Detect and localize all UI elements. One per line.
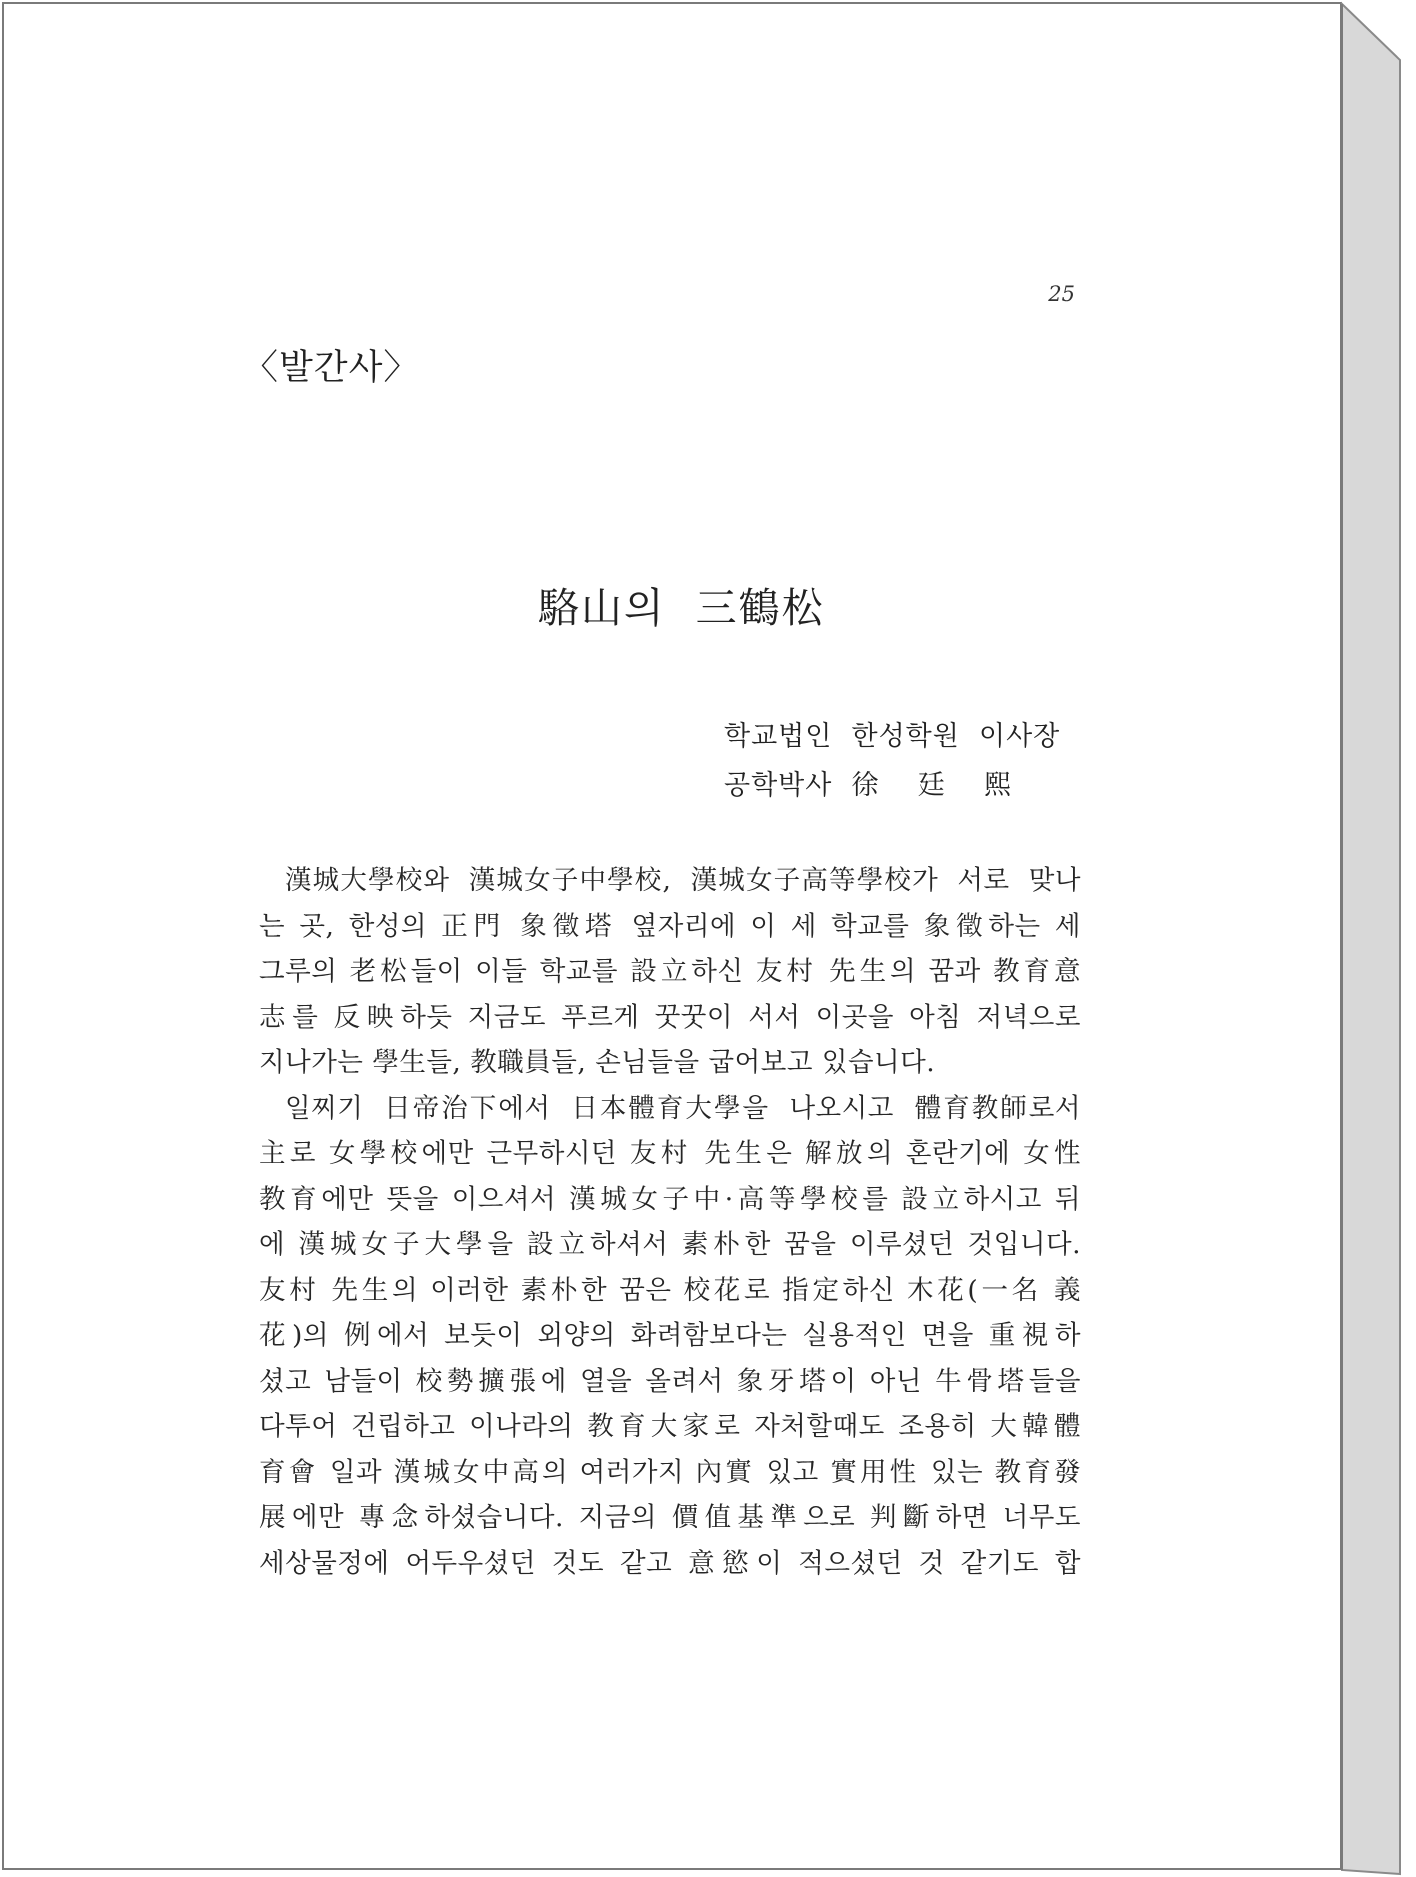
body-line: 漢城大學校와 漢城女子中學校, 漢城女子高等學校가 서로 맞나	[285, 865, 1081, 896]
body-line: 그루의 老松들이 이들 학교를 設立하신 友村 先生의 꿈과 教育意	[259, 956, 1081, 987]
body-line: 셨고 남들이 校勢擴張에 열을 올려서 象牙塔이 아닌 牛骨塔들을	[259, 1365, 1081, 1397]
body-line: 展에만 專念하셨습니다. 지금의 價值基準으로 判斷하면 너무도	[259, 1502, 1081, 1533]
body-line: 育會 일과 漢城女中高의 여러가지 內實 있고 實用性 있는 教育發	[259, 1456, 1081, 1488]
document-title: 駱山의 三鶴松	[538, 584, 825, 632]
body-line: 教育에만 뜻을 이으셔서 漢城女子中·高等學校를 設立하시고 뒤	[259, 1183, 1081, 1215]
body-text	[259, 858, 1081, 1586]
page-number: 25	[1048, 282, 1075, 306]
author-affiliation: 학교법인 한성학원 이사장	[724, 721, 1061, 752]
section-label: 〈발간사〉	[243, 348, 420, 388]
body-line: 主로 女學校에만 근무하시던 友村 先生은 解放의 혼란기에 女性	[259, 1138, 1081, 1169]
body-line: 에 漢城女子大學을 設立하셔서 素朴한 꿈을 이루셨던 것입니다.	[259, 1229, 1081, 1260]
body-line: 지나가는 學生들, 教職員들, 손님들을 굽어보고 있습니다.	[259, 1047, 936, 1078]
body-line: 일찌기 日帝治下에서 日本體育大學을 나오시고 體育教師로서	[285, 1092, 1081, 1124]
body-line: 花)의 例에서 보듯이 외양의 화려함보다는 실용적인 면을 重視하	[259, 1320, 1081, 1351]
body-line: 다투어 건립하고 이나라의 教育大家로 자처할때도 조용히 大韓體	[259, 1411, 1081, 1442]
body-line: 는 곳, 한성의 正門 象徵塔 옆자리에 이 세 학교를 象徵하는 세	[259, 910, 1081, 942]
author-name: 공학박사 徐 廷 熙	[724, 770, 1013, 801]
body-line: 友村 先生의 이러한 素朴한 꿈은 校花로 指定하신 木花(一名 義	[259, 1274, 1081, 1306]
body-line: 세상물정에 어두우셨던 것도 같고 意慾이 적으셨던 것 같기도 합	[259, 1547, 1081, 1579]
body-line: 志를 反映하듯 지금도 푸르게 꿋꿋이 서서 이곳을 아침 저녁으로	[259, 1001, 1081, 1033]
